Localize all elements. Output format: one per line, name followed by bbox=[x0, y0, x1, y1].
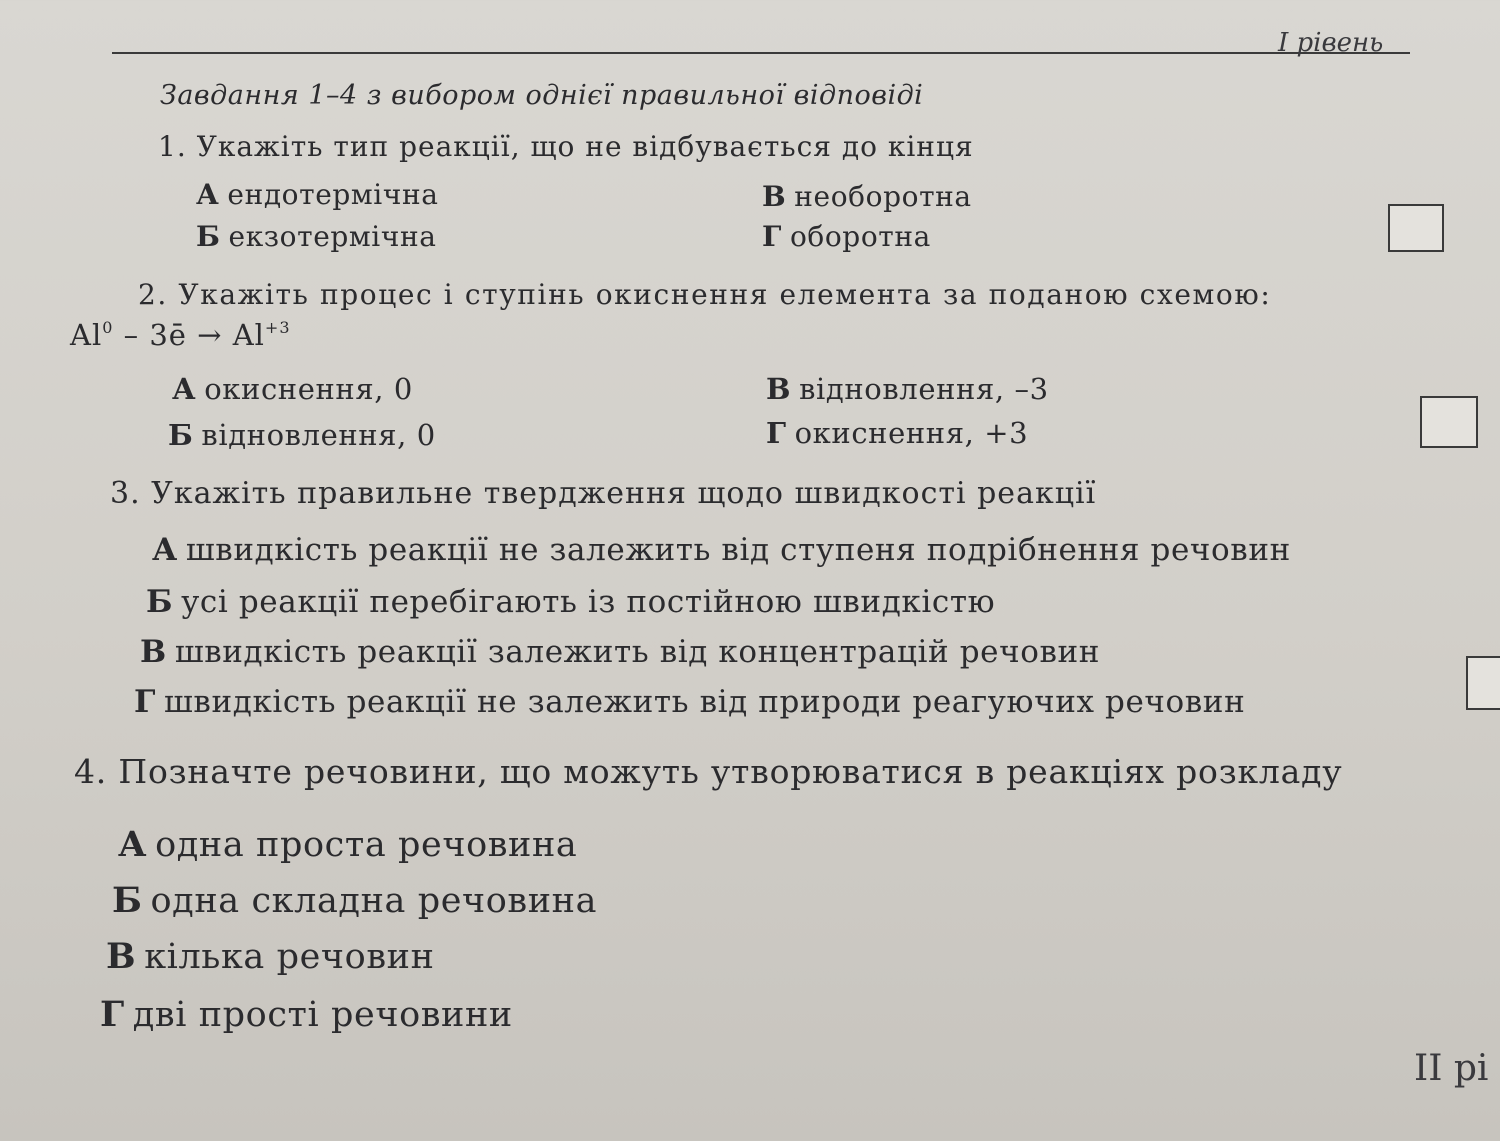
option-letter: Г bbox=[134, 684, 157, 720]
next-level-label: ІІ рі bbox=[1414, 1048, 1489, 1089]
option-text: швидкість реакції залежить від концентрацій речовин bbox=[174, 634, 1101, 670]
question-2-answer-box[interactable] bbox=[1420, 396, 1478, 448]
option-letter: Г bbox=[100, 994, 125, 1035]
formula-middle: – 3ē → Al bbox=[113, 318, 265, 352]
option-letter: А bbox=[152, 532, 178, 568]
question-1-option-a bbox=[196, 178, 439, 211]
option-letter: А bbox=[172, 372, 197, 406]
formula-left-sup: 0 bbox=[102, 318, 114, 337]
header-rule bbox=[112, 52, 1410, 54]
level-label: І рівень bbox=[1278, 28, 1384, 58]
option-letter: В bbox=[762, 180, 787, 213]
question-4-option-a bbox=[118, 824, 577, 865]
question-4-option-d bbox=[100, 994, 513, 1035]
question-2-option-b bbox=[168, 418, 436, 452]
section-intro: Завдання 1–4 з вибором однієї правильної відповіді bbox=[160, 80, 924, 111]
option-text: окиснення, +3 bbox=[794, 416, 1029, 450]
question-3-text: 3. Укажіть правильне твердження щодо швидкості реакції bbox=[110, 476, 1097, 511]
option-letter: В bbox=[140, 634, 167, 670]
option-letter: А bbox=[196, 178, 220, 211]
question-1-option-c bbox=[762, 180, 972, 213]
option-text: екзотермічна bbox=[228, 220, 437, 253]
option-letter: В bbox=[766, 372, 792, 406]
question-2-formula bbox=[70, 318, 291, 352]
option-text: швидкість реакції не залежить від природи реагуючих речовин bbox=[164, 684, 1246, 720]
question-3-option-d bbox=[134, 684, 1245, 720]
option-text: усі реакції перебігають із постійною швидкістю bbox=[181, 584, 996, 620]
question-2-text: 2. Укажіть процес і ступінь окиснення елемента за поданою схемою: bbox=[138, 278, 1272, 311]
question-3-option-c bbox=[140, 634, 1100, 670]
question-2-option-d bbox=[766, 416, 1028, 450]
question-1-option-b bbox=[196, 220, 437, 253]
question-4-text: 4. Позначте речовини, що можуть утворюватися в реакціях розкладу bbox=[74, 752, 1343, 791]
option-letter: А bbox=[118, 824, 148, 865]
option-letter: В bbox=[106, 936, 137, 977]
question-1-text: 1. Укажіть тип реакції, що не відбувається до кінця bbox=[158, 130, 974, 163]
option-text: окиснення, 0 bbox=[204, 372, 413, 406]
option-text: одна складна речовина bbox=[150, 881, 598, 921]
question-3-option-a bbox=[152, 532, 1291, 568]
option-letter: Б bbox=[112, 880, 143, 921]
question-1-option-d bbox=[762, 220, 931, 253]
option-text: кілька речовин bbox=[144, 937, 435, 977]
question-1-answer-box[interactable] bbox=[1388, 204, 1444, 252]
formula-right-sup: +3 bbox=[264, 318, 291, 337]
question-4-option-c bbox=[106, 936, 435, 977]
option-text: необоротна bbox=[794, 180, 972, 213]
question-4-option-b bbox=[112, 880, 597, 921]
option-letter: Г bbox=[766, 416, 787, 450]
question-3-option-b bbox=[146, 584, 995, 620]
option-letter: Г bbox=[762, 220, 782, 253]
option-letter: Б bbox=[168, 418, 194, 452]
option-text: ендотермічна bbox=[227, 178, 439, 211]
option-letter: Б bbox=[146, 584, 174, 620]
option-text: оборотна bbox=[789, 220, 931, 253]
option-text: відновлення, 0 bbox=[201, 418, 436, 452]
option-text: одна проста речовина bbox=[155, 825, 578, 865]
option-text: швидкість реакції не залежить від ступеня подрібнення речовин bbox=[185, 532, 1291, 568]
formula-left: Al bbox=[70, 318, 103, 352]
option-letter: Б bbox=[196, 220, 221, 253]
option-text: відновлення, –3 bbox=[799, 372, 1049, 406]
option-text: дві прості речовини bbox=[132, 995, 513, 1035]
question-2-option-a bbox=[172, 372, 413, 406]
question-3-answer-box[interactable] bbox=[1466, 656, 1500, 710]
question-2-option-c bbox=[766, 372, 1049, 406]
